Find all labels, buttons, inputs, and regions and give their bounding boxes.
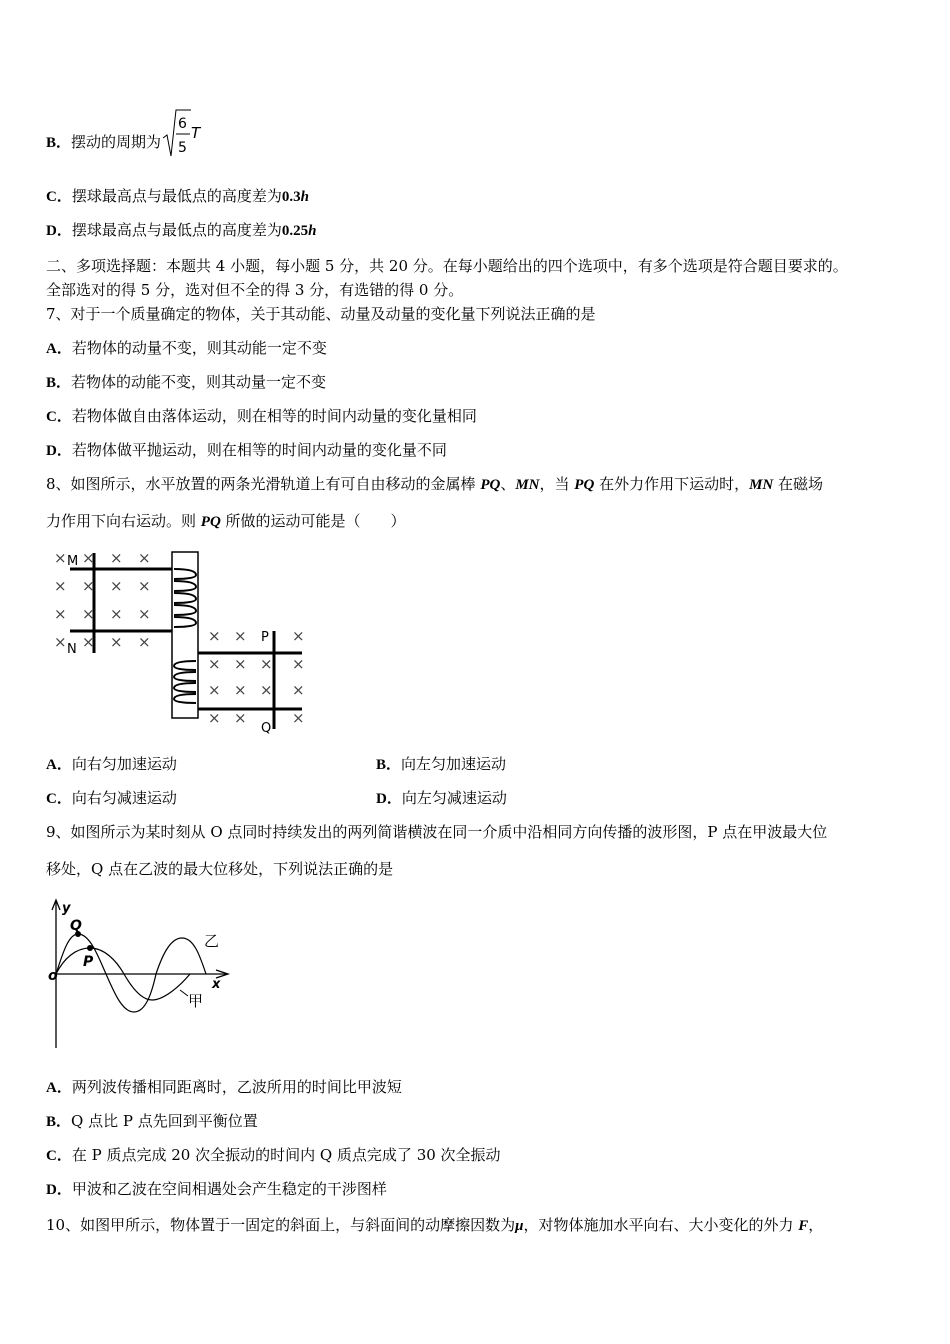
label-m: M — [67, 554, 79, 569]
cross-mark: × — [138, 605, 151, 623]
cross-mark: × — [138, 577, 151, 595]
cross-mark: × — [82, 549, 95, 567]
cross-mark: × — [234, 681, 247, 699]
section2-line1: 二、多项选择题：本题共 4 小题，每小题 5 分，共 20 分。在每小题给出的四个选项中，有多个选项是符合题目要求的。 — [46, 257, 848, 275]
sqrt-numerator: 6 — [178, 116, 187, 132]
q9-stem-line2: 移处，Q 点在乙波的最大位移处，下列说法正确的是 — [46, 860, 394, 878]
q8-option-a: A．向右匀加速运动 — [46, 755, 177, 773]
q9-option-b: B．Q 点比 P 点先回到平衡位置 — [46, 1112, 258, 1130]
q7-option-d: D．若物体做平抛运动，则在相等的时间内动量的变化量不同 — [46, 441, 447, 459]
q7-stem: 7、对于一个质量确定的物体，关于其动能、动量及动量的变化量下列说法正确的是 — [46, 305, 596, 323]
q8-option-b: B．向左匀加速运动 — [376, 755, 507, 773]
label-p: P — [83, 954, 94, 970]
point-p — [87, 945, 93, 951]
cross-mark: × — [260, 655, 273, 673]
label-y: y — [62, 901, 71, 916]
cross-mark: × — [54, 633, 67, 651]
cross-mark: × — [110, 549, 123, 567]
cross-mark: × — [260, 681, 273, 699]
q9-stem-line1: 9、如图所示为某时刻从 O 点同时持续发出的两列简谐横波在同一介质中沿相同方向传播的波形图，P 点在甲波最大位 — [46, 823, 828, 841]
q8-stem-line1: 8、如图所示，水平放置的两条光滑轨道上有可自由移动的金属棒 PQ、MN，当 PQ 在外力作用下运动时，MN 在磁场 — [46, 475, 824, 493]
q6-option-d: D．摆球最高点与最低点的高度差为0.25h — [46, 221, 317, 239]
label-x: x — [212, 977, 221, 992]
sqrt-fraction — [161, 108, 203, 160]
q8-figure — [46, 545, 316, 740]
label-jia: 甲 — [188, 992, 204, 1010]
label-q: Q — [261, 721, 272, 736]
period-variable: T — [191, 124, 201, 142]
q8-option-c: C．向右匀减速运动 — [46, 789, 177, 807]
q8-stem-line2: 力作用下向右运动。则 PQ 所做的运动可能是（ ） — [46, 512, 406, 530]
cross-mark: × — [54, 605, 67, 623]
q6-option-b: B．摆动的周期为 6 5 T — [46, 126, 203, 160]
cross-mark: × — [110, 605, 123, 623]
q6-option-c: C．摆球最高点与最低点的高度差为0.3h — [46, 187, 309, 205]
cross-mark: × — [292, 655, 305, 673]
cross-mark: × — [234, 709, 247, 727]
cross-mark: × — [82, 633, 95, 651]
cross-mark: × — [208, 655, 221, 673]
cross-mark: × — [110, 633, 123, 651]
label-origin: o — [48, 968, 58, 984]
cross-mark: × — [138, 549, 151, 567]
section2-line2: 全部选对的得 5 分，选对但不全的得 3 分，有选错的得 0 分。 — [46, 281, 464, 299]
cross-mark: × — [82, 577, 95, 595]
q9-option-d: D．甲波和乙波在空间相遇处会产生稳定的干涉图样 — [46, 1180, 387, 1198]
q10-stem: 10、如图甲所示，物体置于一固定的斜面上，与斜面间的动摩擦因数为μ，对物体施加水平向右、大小变化的外力 F， — [46, 1216, 824, 1234]
cross-mark: × — [234, 627, 247, 645]
q9-wave-figure — [40, 896, 240, 1054]
cross-mark: × — [54, 577, 67, 595]
cross-mark: × — [82, 605, 95, 623]
q7-option-c: C．若物体做自由落体运动，则在相等的时间内动量的变化量相同 — [46, 407, 477, 425]
label-q: Q — [70, 918, 82, 934]
q8-option-d: D．向左匀减速运动 — [376, 789, 507, 807]
label-yi: 乙 — [204, 932, 220, 950]
cross-mark: × — [234, 655, 247, 673]
cross-mark: × — [208, 627, 221, 645]
cross-mark: × — [292, 627, 305, 645]
cross-mark: × — [292, 709, 305, 727]
cross-mark: × — [208, 709, 221, 727]
q7-option-a: A．若物体的动量不变，则其动能一定不变 — [46, 339, 327, 357]
cross-mark: × — [208, 681, 221, 699]
wave-yi — [56, 934, 206, 1012]
cross-mark: × — [292, 681, 305, 699]
jia-leader — [180, 990, 188, 996]
sqrt-denominator: 5 — [178, 140, 187, 156]
cross-mark: × — [138, 633, 151, 651]
q7-option-b: B．若物体的动能不变，则其动量一定不变 — [46, 373, 327, 391]
right-crosses — [208, 627, 305, 727]
sqrt-symbol — [161, 108, 203, 160]
label-n: N — [67, 642, 77, 657]
label-p: P — [261, 630, 269, 645]
q9-option-a: A．两列波传播相同距离时，乙波所用的时间比甲波短 — [46, 1078, 402, 1096]
cross-mark: × — [54, 549, 67, 567]
cross-mark: × — [110, 577, 123, 595]
q9-option-c: C．在 P 质点完成 20 次全振动的时间内 Q 质点完成了 30 次全振动 — [46, 1146, 501, 1164]
